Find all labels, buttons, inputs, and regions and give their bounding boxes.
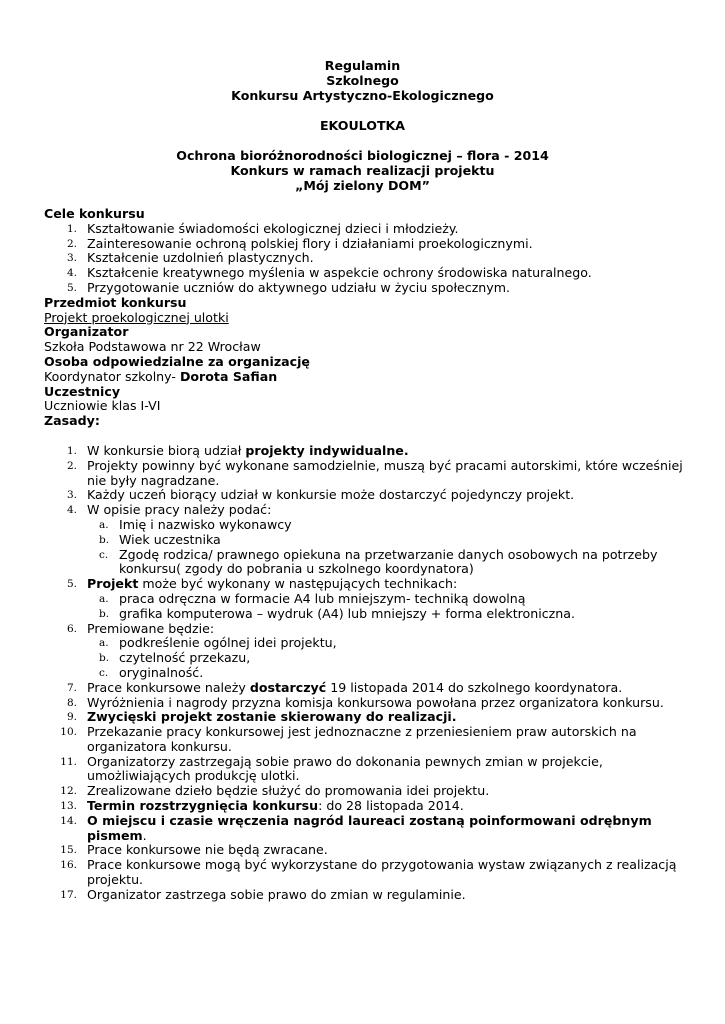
list-item: 2. Zainteresowanie ochroną polskiej flory i działaniami proekologicznymi. [66,235,533,251]
subtitle-block [0,149,725,194]
rule-item: 12. Zrealizowane dzieło będzie służyć do promowania idei projektu. [60,783,490,799]
list-item: 3. Kształcenie uzdolnień plastycznych. [66,250,314,266]
rule-6-sublist [44,636,684,680]
section-heading-przedmiot: Przedmiot konkursu [44,294,187,310]
document-body [44,207,684,903]
list-item: 4. Kształcenie kreatywnego myślenia w aspekcie ochrony środowiska naturalnego. [66,265,592,281]
cele-list [44,222,684,296]
rule-item: 1. W konkursie biorą udział projekty indywidualne. [66,442,409,458]
osoba-text: Koordynator szkolny- Dorota Safian [44,368,278,384]
organizator-text: Szkoła Podstawowa nr 22 Wrocław [44,339,261,355]
sublist-item: a. praca odręczna w formacie A4 lub mniejszym- techniką dowolną [99,590,526,606]
sublist-item: b. Wiek uczestnika [99,531,221,547]
section-heading-organizator: Organizator [44,324,129,340]
rule-item: 4. W opisie pracy należy podać: [66,502,272,518]
uczestnicy-text: Uczniowie klas I-VI [44,398,161,414]
rule-5-sublist [44,592,684,622]
document-title [0,59,725,104]
section-heading-cele: Cele konkursu [44,206,145,221]
subtitle-line-ochrona: Ochrona bioróżnorodności biologicznej – flora - 2014 [176,148,549,163]
sublist-item: b. grafika komputerowa – wydruk (A4) lub mniejszy + forma elektroniczna. [99,605,575,621]
rule-item: 5. Projekt może być wykonany w następujących technikach: [66,576,458,592]
sublist-item: a. podkreślenie ogólnej idei projektu, [99,635,337,651]
rule-item: 9. Zwycięski projekt zostanie skierowany do realizacji. [66,709,457,725]
rule-item: 14. O miejscu i czasie wręczenia nagród laureaci zostaną poinformowani odrębnym pismem. [60,812,652,843]
coordinator-name: Dorota Safian [179,368,278,384]
rule-item: 8. Wyróżnienia i nagrody przyzna komisja konkursowa powołana przez organizatora konkursu. [66,694,664,710]
sublist-item: c. Zgodę rodzica/ prawnego opiekuna na przetwarzanie danych osobowych na potrzeby konkursu( zgody do pobrania u szkolnego koordynatora) [99,546,658,577]
rule-item: 7. Prace konkursowe należy dostarczyć 19 listopada 2014 do szkolnego koordynatora. [66,679,623,695]
title-line-regulamin: Regulamin [324,58,401,73]
sublist-item: a. Imię i nazwisko wykonawcy [99,516,292,532]
rule-item: 13. Termin rozstrzygnięcia konkursu: do 28 listopada 2014. [60,798,464,814]
title-line-ekoulotka: EKOULOTKA [319,118,406,133]
sublist-item: b. czytelność przekazu, [99,650,251,666]
list-item: 1. Kształtowanie świadomości ekologicznej dzieci i młodzieży. [66,220,459,236]
przedmiot-text: Projekt proekologicznej ulotki [44,309,229,325]
rule-item: 17. Organizator zastrzega sobie prawo do zmian w regulaminie. [60,886,466,902]
subtitle-line-dom: „Mój zielony DOM” [295,178,430,193]
rule-item: 15. Prace konkursowe nie będą zwracane. [60,842,328,858]
rule-item: 3. Każdy uczeń biorący udział w konkursie może dostarczyć pojedynczy projekt. [66,487,575,503]
title-line-szkolnego: Szkolnego [326,73,399,88]
section-heading-osoba: Osoba odpowiedzialne za organizację [44,353,310,369]
project-name [0,119,725,134]
rule-4-sublist [44,518,684,577]
section-heading-uczestnicy: Uczestnicy [44,383,121,399]
list-item: 5. Przygotowanie uczniów do aktywnego udziału w życiu społecznym. [66,279,511,295]
zasady-list [44,444,684,518]
rule-item: 16. Prace konkursowe mogą być wykorzystane do przygotowania wystaw związanych z realizacją projektu. [60,857,677,888]
section-heading-zasady: Zasady: [44,413,100,429]
subtitle-line-konkurs: Konkurs w ramach realizacji projektu [230,163,495,178]
title-line-konkursu: Konkursu Artystyczno-Ekologicznego [231,88,494,103]
rule-item: 10. Przekazanie pracy konkursowej jest jednoznaczne z przeniesieniem praw autorskich na organizatora konkursu. [60,724,637,754]
rule-item: 6. Premiowane będzie: [66,620,215,636]
rule-item: 2. Projekty powinny być wykonane samodzielnie, muszą być pracami autorskimi, które wcześniej nie były nagradzane. [66,457,683,488]
sublist-item: c. oryginalność. [99,664,204,680]
rule-item: 11. Organizatorzy zastrzegają sobie prawo do dokonania pewnych zmian w projekcie, umożliwiających produkcję ulotki. [60,753,603,784]
